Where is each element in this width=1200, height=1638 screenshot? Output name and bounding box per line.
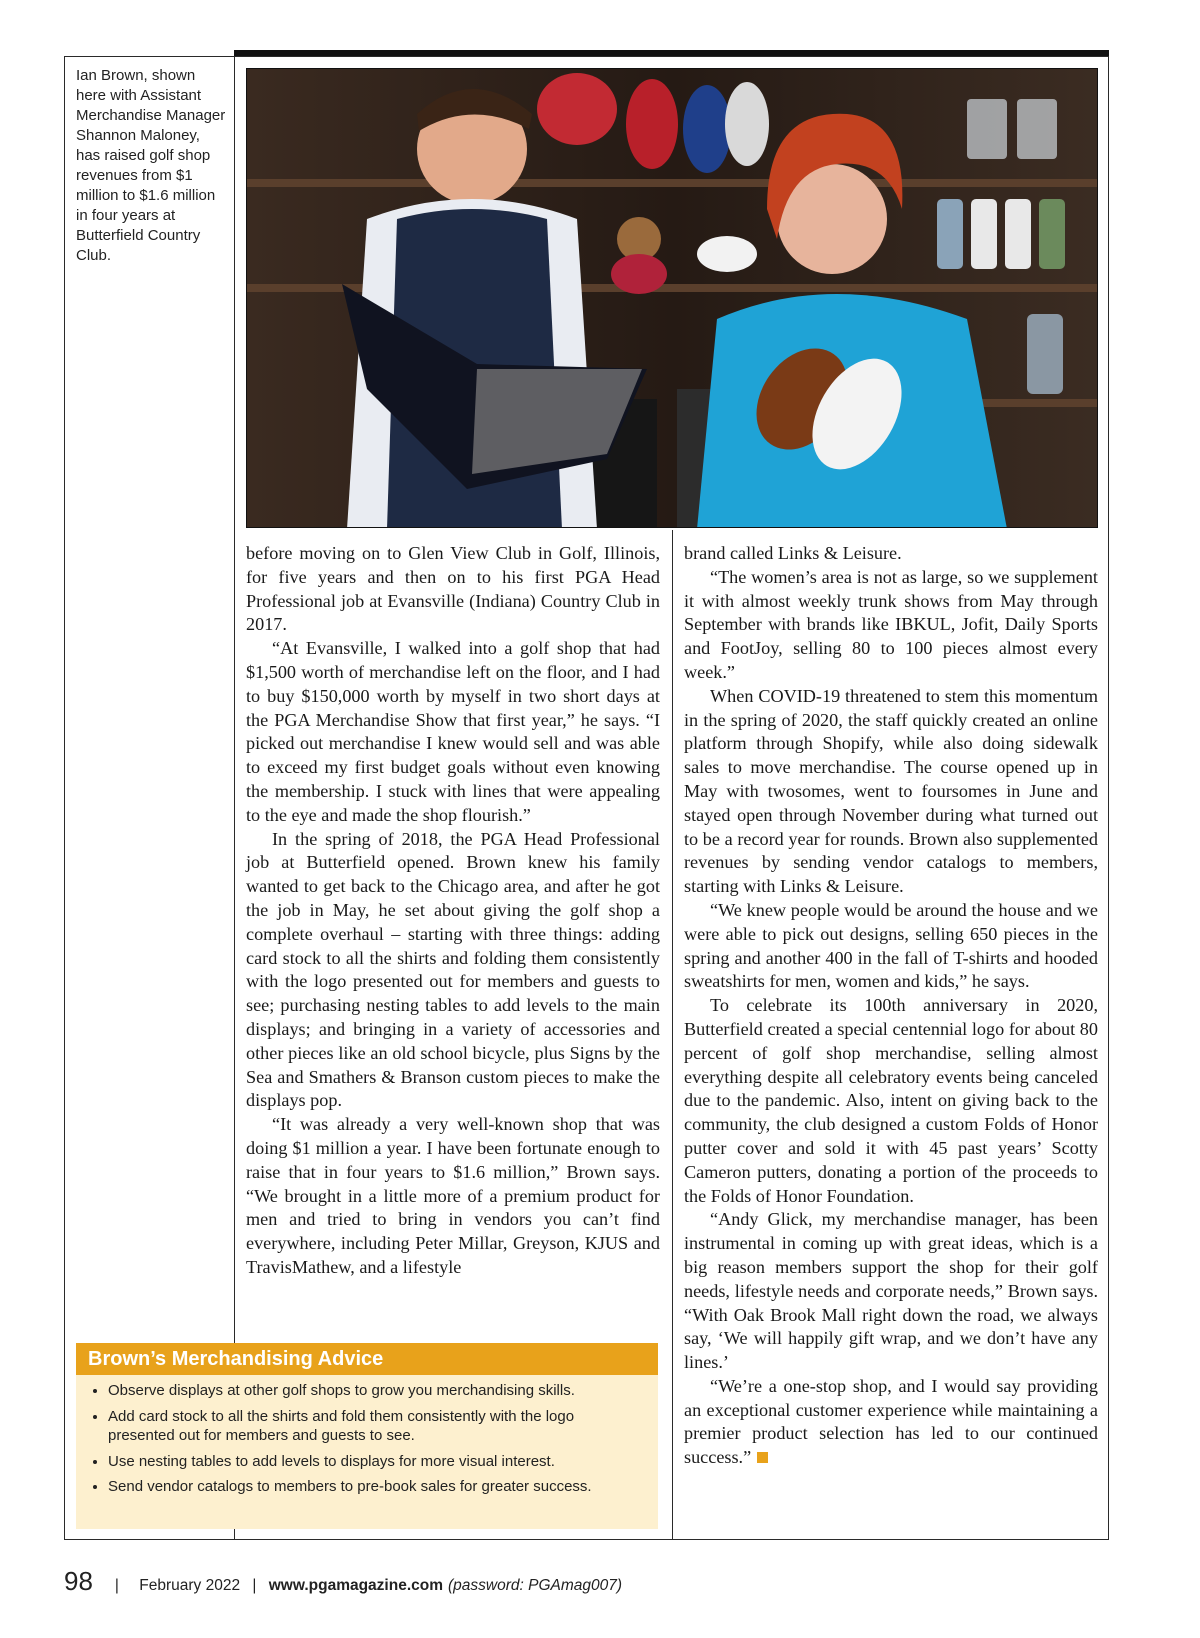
paragraph-text: “We’re a one-stop shop, and I would say providing an exceptional customer experience while maintaining a premier product selection has led to our continued success.”	[684, 1375, 1098, 1468]
paragraph: In the spring of 2018, the PGA Head Professional job at Butterfield opened. Brown knew his family wanted to get back to the Chicago area, and after he got the job in May, he set about giving the golf shop a complete overhaul – starting with three things: adding card stock to all the shirts and folding them consistently with the logo presented out for members and guests to see; purchasing nesting tables to add levels to the main displays; and bringing in a variety of accessories and other pieces like an old school bicycle, plus Signs by the Sea and Smathers & Branson custom pieces to make the displays pop.	[246, 828, 660, 1111]
photo-caption: Ian Brown, shown here with Assistant Merchandise Manager Shannon Maloney, has raised golf shop revenues from $1 million to $1.6 million in four years at Butterfield Country Club.	[76, 67, 226, 264]
advice-item: • Observe displays at other golf shops to grow you merchandising skills.	[108, 1381, 644, 1401]
advice-title: Brown’s Merchandising Advice	[76, 1343, 658, 1375]
paragraph-final	[684, 1375, 1098, 1470]
footer-separator: |	[252, 1577, 257, 1594]
paragraph: brand called Links & Leisure.	[684, 543, 902, 563]
paragraph: “At Evansville, I walked into a golf shop that had $1,500 worth of merchandise left on the floor, and I had to buy $150,000 worth by myself in two short days at the PGA Merchandise Show that first year,” he says. “I picked out merchandise I knew would sell and was able to exceed my first budget goals without even knowing the membership. I stuck with lines that were appealing to the eye and made the shop flourish.”	[246, 638, 660, 825]
feature-photo	[246, 68, 1098, 528]
paragraph: “The women’s area is not as large, so we supplement it with almost weekly trunk shows from May through September with brands like IBKUL, Jofit, Daily Sports and FootJoy, selling 80 to 100 pieces almost every week.”	[684, 566, 1098, 682]
photo-illustration	[247, 69, 1098, 528]
advice-box	[76, 1343, 658, 1529]
paragraph: When COVID-19 threatened to stem this momentum in the spring of 2020, the staff quickly created an online platform through Shopify, while also doing sidewalk sales to move merchandise. The course opened up in May with twosomes, went to foursomes in June and stayed open through November during what turned out to be a record year for rounds. Brown also supplemented revenues by sending vendor catalogs to members, starting with Links & Leisure.	[684, 685, 1098, 897]
advice-list	[76, 1381, 658, 1497]
website-link[interactable]: www.pgamagazine.com	[268, 1577, 444, 1594]
column-divider-middle	[672, 530, 673, 1540]
header-rule	[234, 50, 1109, 56]
footer-separator: |	[114, 1577, 119, 1594]
article-column-2	[684, 542, 1098, 1470]
paragraph: To celebrate its 100th anniversary in 2020, Butterfield created a special centennial logo for about 80 percent of golf shop merchandise, selling almost everything despite all celebratory events being canceled due to the pandemic. Also, intent on giving back to the community, the club designed a custom Folds of Honor putter cover and sold it with 45 past years’ Scotty Cameron putters, donating a portion of the proceeds to the Folds of Honor Foundation.	[684, 995, 1098, 1206]
paragraph: “It was already a very well-known shop that was doing $1 million a year. I have been fortunate enough to raise that in four years to $1.6 million,” Brown says. “We brought in a little more of a premium product for men and tried to bring in vendors you can’t find everywhere, including Peter Millar, Greyson, KJUS and TravisMathew, and a lifestyle	[246, 1114, 660, 1277]
paragraph: “Andy Glick, my merchandise manager, has been instrumental in coming up with great ideas, which is a big reason members support the shop for their golf needs, lifestyle needs and corporate needs,” Brown says. “With Oak Brook Mall right down the road, we always say, ‘We will happily gift wrap, and we don’t have any lines.’	[684, 1209, 1098, 1373]
issue-date: February 2022	[139, 1577, 241, 1594]
column-divider-left	[234, 56, 235, 1540]
article-column-1	[246, 542, 660, 1280]
paragraph: before moving on to Glen View Club in Golf, Illinois, for five years and then on to his first PGA Head Professional job at Evansville (Indiana) Country Club in 2017.	[246, 543, 660, 635]
page-footer	[64, 1566, 622, 1596]
end-mark-icon	[757, 1452, 768, 1463]
advice-item: • Send vendor catalogs to members to pre-book sales for greater success.	[108, 1477, 644, 1497]
page-number: 98	[64, 1566, 93, 1596]
advice-item: • Use nesting tables to add levels to displays for more visual interest.	[108, 1452, 644, 1472]
advice-item: • Add card stock to all the shirts and fold them consistently with the logo presented out for members and guests to see.	[108, 1407, 644, 1446]
paragraph: “We knew people would be around the house and we were able to pick out designs, selling 650 pieces in the spring and another 400 in the fall of T-shirts and hooded sweatshirts for men, women and kids,” he says.	[684, 899, 1098, 992]
footer-line	[115, 1577, 622, 1595]
password-note: (password: PGAmag007)	[448, 1577, 623, 1594]
